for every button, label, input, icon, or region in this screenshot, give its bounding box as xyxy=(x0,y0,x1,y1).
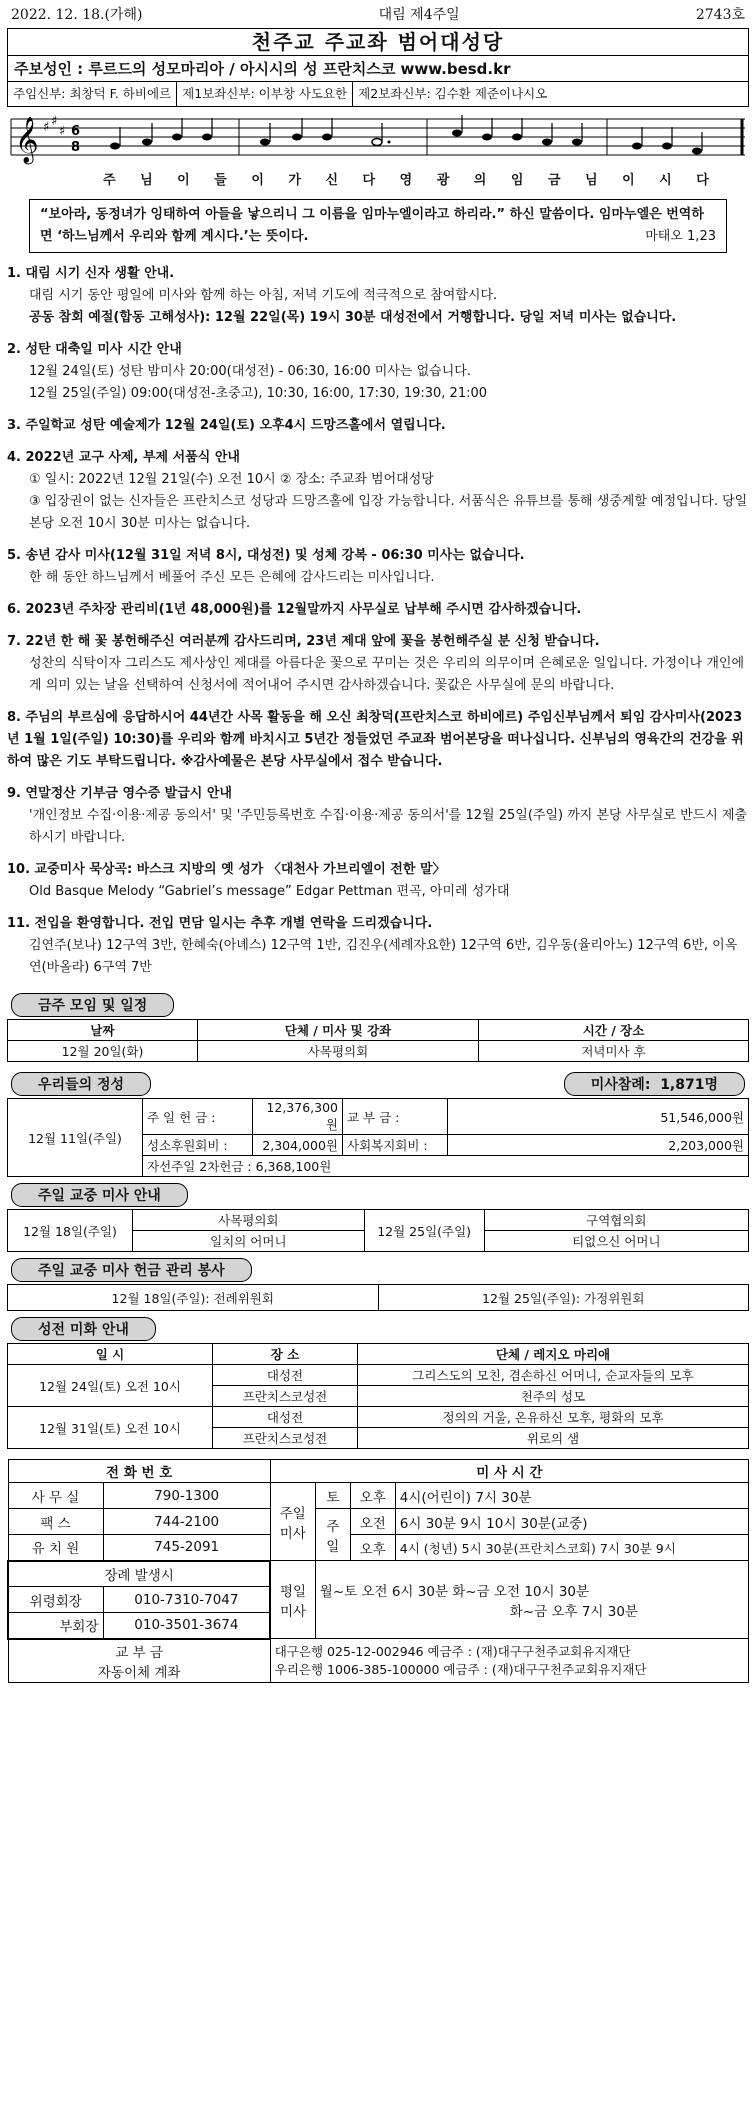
svg-text:♯: ♯ xyxy=(43,120,50,135)
attendance-badge xyxy=(564,1072,745,1096)
notice-line: 김연주(보나) 12구역 3반, 한혜숙(아녜스) 12구역 1반, 김진우(세례자요한) 12구역 6반, 김우동(율리아노) 12구역 6반, 이옥연(바올라) 6구역 7반 xyxy=(29,938,738,975)
notice-title: 5. 송년 감사 미사(12월 31일 저녁 8시, 대성전) 및 성체 강복 - 06:30 미사는 없습니다. xyxy=(7,548,525,563)
first-assistant: 제1보좌신부: 이부창 사도요한 xyxy=(177,82,353,106)
col-header: 날짜 xyxy=(8,1020,198,1041)
mass-guide-table xyxy=(7,1209,749,1252)
weekday-mass-label: 평일 미사 xyxy=(270,1561,315,1639)
notice-title: 2. 성탄 대축일 미사 시간 안내 xyxy=(7,342,182,357)
funeral-phone: 010-3501-3674 xyxy=(103,1613,270,1639)
notice-line: 12월 25일(주일) 09:00(대성전-초중고), 10:30, 16:00, 17:30, 19:30, 21:00 xyxy=(29,386,488,401)
cash-week-2: 12월 25일(주일): 가정위원회 xyxy=(378,1285,749,1311)
lyric-syllable: 이 xyxy=(177,173,190,188)
funeral-phone: 010-7310-7047 xyxy=(103,1587,270,1613)
sunday-pm-times: 4시 (청년) 5시 30분(프란치스코회) 7시 30분 9시 xyxy=(395,1535,748,1561)
music-score-icon xyxy=(7,113,749,167)
saturday-label: 토 xyxy=(315,1483,350,1509)
meeting-group: 사목평의회 xyxy=(198,1041,479,1062)
lyric-syllable: 님 xyxy=(585,173,598,188)
beauty-date: 12월 31일(토) 오전 10시 xyxy=(8,1407,213,1449)
guide-date: 12월 18일(주일) xyxy=(8,1210,133,1252)
notice-item xyxy=(7,599,749,621)
lyric-syllable: 시 xyxy=(659,173,672,188)
notice-title: 1. 대림 시기 신자 생활 안내. xyxy=(7,266,175,281)
notice-title: 10. 교중미사 묵상곡: 바스크 지방의 옛 성가 〈대천사 가브리엘이 전한 말〉 xyxy=(7,862,446,877)
lyric-syllable: 광 xyxy=(436,173,450,188)
am-label: 오전 xyxy=(350,1509,395,1535)
section-heading-meetings: 금주 모임 및 일정 xyxy=(11,993,174,1017)
scripture-quote xyxy=(29,199,727,253)
attendance-label: 미사참례: xyxy=(590,1077,651,1093)
pm-label: 오후 xyxy=(350,1483,395,1509)
notice-item xyxy=(7,913,749,979)
notice-item xyxy=(7,783,749,849)
notice-item xyxy=(7,631,749,697)
sunday-label: 주일 xyxy=(315,1509,350,1561)
lyric-syllable: 금 xyxy=(547,173,561,188)
beauty-group: 위로의 샘 xyxy=(358,1428,749,1449)
phone-number: 745-2091 xyxy=(103,1535,270,1561)
meeting-date: 12월 20일(화) xyxy=(8,1041,198,1062)
phone-label: 사 무 실 xyxy=(8,1483,103,1509)
issue-number: 2743호 xyxy=(695,7,745,23)
meeting-time: 저녁미사 후 xyxy=(479,1041,749,1062)
saturday-mass-times: 4시(어린이) 7시 30분 xyxy=(395,1483,748,1509)
svg-text:♯: ♯ xyxy=(59,124,66,139)
offering-header-row xyxy=(7,1068,749,1098)
offering-label: 사회복지회비 : xyxy=(343,1135,448,1156)
beauty-group: 정의의 거울, 온유하신 모후, 평화의 모후 xyxy=(358,1407,749,1428)
lyric-syllable: 님 xyxy=(140,173,153,188)
beauty-group: 천주의 성모 xyxy=(358,1386,749,1407)
section-heading-beauty: 성전 미화 안내 xyxy=(11,1317,156,1341)
lyric-syllable: 의 xyxy=(473,173,487,188)
weekday-mass-times xyxy=(315,1561,748,1639)
notice-item xyxy=(7,263,749,329)
mass-heading: 미 사 시 간 xyxy=(270,1460,748,1483)
section-heading-cash: 주일 교중 미사 헌금 관리 봉사 xyxy=(11,1258,252,1282)
col-header: 장 소 xyxy=(213,1344,358,1365)
phones-heading: 전 화 번 호 xyxy=(8,1460,270,1483)
beauty-date: 12월 24일(토) 오전 10시 xyxy=(8,1365,213,1407)
notice-line: ① 일시: 2022년 12월 21일(수) 오전 10시 ② 장소: 주교좌 범어대성당 xyxy=(29,472,434,487)
pm-label: 오후 xyxy=(350,1535,395,1561)
lyric-syllable: 신 xyxy=(325,173,339,188)
lyric-syllable: 영 xyxy=(399,173,413,188)
liturgical-week: 대림 제4주일 xyxy=(378,7,460,23)
notice-title: 6. 2023년 주차장 관리비(1년 48,000원)를 12월말까지 사무실로 납부해 주시면 감사하겠습니다. xyxy=(7,602,582,617)
top-line xyxy=(7,0,749,28)
bank-label-2: 자동이체 계좌 xyxy=(97,1664,181,1681)
offering-date: 12월 11일(주일) xyxy=(8,1099,143,1177)
funeral-label: 부회장 xyxy=(8,1613,103,1639)
notice-item xyxy=(7,707,749,773)
offering-label: 교 부 금 : xyxy=(343,1099,448,1135)
beauty-place: 대성전 xyxy=(213,1407,358,1428)
quote-reference: 마태오 1,23 xyxy=(645,229,716,244)
offering-label: 주 일 헌 금 : xyxy=(143,1099,253,1135)
notice-title: 11. 전입을 환영합니다. 전입 면담 일시는 추후 개별 연락을 드리겠습니다. xyxy=(7,916,433,931)
lyric-syllable: 다 xyxy=(696,173,709,188)
notice-item xyxy=(7,415,749,437)
bank-label-1: 교 부 금 xyxy=(115,1644,163,1661)
funeral-heading: 장례 발생시 xyxy=(8,1561,270,1587)
notice-title: 4. 2022년 교구 사제, 부제 서품식 안내 xyxy=(7,450,240,465)
patron-saints-line: 주보성인 : 루르드의 성모마리아 / 아시시의 성 프란치스코 www.besd.kr xyxy=(8,56,748,82)
bank-account: 우리은행 1006-385-100000 예금주 : (재)대구구천주교회유지재단 xyxy=(274,1662,647,1678)
sunday-am-times: 6시 30분 9시 10시 30분(교중) xyxy=(395,1509,748,1535)
lyric-syllable: 임 xyxy=(510,173,524,188)
parish-header xyxy=(7,28,749,107)
lyric-syllable: 이 xyxy=(251,173,264,188)
col-header: 단체 / 미사 및 강좌 xyxy=(198,1020,479,1041)
notice-line: Old Basque Melody “Gabriel’s message” Edgar Pettman 편곡, 아미레 성가대 xyxy=(29,884,510,899)
notice-line: 성찬의 식탁이자 그리스도 제사상인 제대를 아름다운 꽃으로 꾸미는 것은 우리의 의무이며 은혜로운 일입니다. 가정이나 개인에게 의미 있는 날을 선택하여 신청서에 적어내어 주시면 감사하겠습니다. 꽃값은 사무실에 문의 바랍니다. xyxy=(29,656,745,693)
phone-label: 유 치 원 xyxy=(8,1535,103,1561)
col-header: 시간 / 장소 xyxy=(479,1020,749,1041)
lyric-syllable: 주 xyxy=(103,173,116,188)
notice-item xyxy=(7,339,749,405)
parish-title: 천주교 주교좌 범어대성당 xyxy=(8,29,748,56)
guide-group: 사목평의회 xyxy=(133,1210,365,1231)
guide-date: 12월 25일(주일) xyxy=(364,1210,484,1252)
notice-title: 7. 22년 한 해 꽃 봉헌해주신 여러분께 감사드리며, 23년 제대 앞에 꽃을 봉헌해주실 분 신청 받습니다. xyxy=(7,634,600,649)
phone-number: 744-2100 xyxy=(103,1509,270,1535)
cash-week-1: 12월 18일(주일): 전례위원회 xyxy=(8,1285,379,1311)
table-row xyxy=(8,1041,749,1062)
beauty-place: 프란치스코성전 xyxy=(213,1386,358,1407)
notice-title: 9. 연말정산 기부금 영수증 발급시 안내 xyxy=(7,786,232,801)
col-header: 일 시 xyxy=(8,1344,213,1365)
meetings-table xyxy=(7,1019,749,1062)
pastor: 주임신부: 최창덕 F. 하비에르 xyxy=(8,82,177,106)
section-heading-mass-guide: 주일 교중 미사 안내 xyxy=(11,1183,188,1207)
notice-line: ③ 입장권이 없는 신자들은 프란치스코 성당과 드망즈홀에 입장 가능합니다. 서품식은 유튜브를 통해 생중계할 예정입니다. 당일 본당 오전 10시 30분 미사는 없습니다. xyxy=(29,494,748,531)
notice-line: 12월 24일(토) 성탄 밤미사 20:00(대성전) - 06:30, 16:00 미사는 없습니다. xyxy=(29,364,471,379)
bank-label xyxy=(8,1639,270,1683)
beauty-place: 프란치스코성전 xyxy=(213,1428,358,1449)
lyric-syllable: 가 xyxy=(288,173,301,188)
hymn-lyrics xyxy=(7,171,749,191)
notices-list xyxy=(7,263,749,979)
bank-account: 대구은행 025-12-002946 예금주 : (재)대구구천주교회유지재단 xyxy=(274,1644,631,1660)
charity-offering: 자선주일 2차헌금 : 6,368,100원 xyxy=(143,1156,749,1177)
offering-table xyxy=(7,1098,749,1177)
bank-accounts xyxy=(270,1639,748,1683)
notice-line: '개인정보 수집·이용·제공 동의서' 및 '주민등록번호 수집·이용·제공 동의서'를 12월 25일(주일) 까지 본당 사무실로 반드시 제출하시기 바랍니다. xyxy=(29,808,747,845)
offering-amount: 2,304,000원 xyxy=(253,1135,343,1156)
contact-and-mass-table xyxy=(7,1459,749,1683)
notice-line: 한 해 동안 하느님께서 베풀어 주신 모든 은혜에 감사드리는 미사입니다. xyxy=(29,570,435,585)
beauty-group: 그리스도의 모친, 겸손하신 어머니, 순교자들의 모후 xyxy=(358,1365,749,1386)
beauty-table xyxy=(7,1343,749,1449)
notice-line: 공동 참회 예절(합동 고해성사): 12월 22일(목) 19시 30분 대성전에서 거행합니다. 당일 저녁 미사는 없습니다. xyxy=(29,310,677,325)
phone-number: 790-1300 xyxy=(103,1483,270,1509)
lyric-syllable: 들 xyxy=(214,173,227,188)
second-assistant: 제2보좌신부: 김수환 제준이나시오 xyxy=(358,86,548,101)
beauty-place: 대성전 xyxy=(213,1365,358,1386)
offering-amount: 2,203,000원 xyxy=(448,1135,749,1156)
svg-text:6: 6 xyxy=(71,124,81,139)
col-header: 단체 / 레지오 마리애 xyxy=(358,1344,749,1365)
notice-title: 8. 주님의 부르심에 응답하시어 44년간 사목 활동을 해 오신 최창덕(프란치스코 하비에르) 주임신부님께서 퇴임 감사미사(2023년 1월 1일(주일) 10:30)를 우리와 함께 바치시고 5년간 정들었던 주교좌 범어본당을 떠나십니다. 신부님의 영육간의 건강을 위하여 많은 기도 부탁드립니다. ※감사예물은 본당 사무실에서 접수 받습니다. xyxy=(7,710,744,769)
svg-text:8: 8 xyxy=(71,140,81,155)
cash-table xyxy=(7,1284,749,1311)
priests-line xyxy=(8,82,748,106)
section-heading-offering: 우리들의 정성 xyxy=(11,1072,151,1096)
lyric-syllable: 다 xyxy=(362,173,376,188)
guide-group: 구역협의회 xyxy=(484,1210,748,1231)
notice-title: 3. 주일학교 성탄 예술제가 12월 24일(토) 오후4시 드망즈홀에서 열립니다. xyxy=(7,418,446,433)
lyric-syllable: 이 xyxy=(622,173,635,188)
offering-label: 성소후원회비 : xyxy=(143,1135,253,1156)
quote-text: “보아라, 동정녀가 잉태하여 아들을 낳으리니 그 이름을 임마누엘이라고 하리라.” 하신 말씀이다. 임마누엘은 번역하면 ‘하느님께서 우리와 함께 계시다.’는 뜻이다. xyxy=(40,207,704,244)
guide-legio: 티없으신 어머니 xyxy=(484,1231,748,1252)
offering-amount: 12,376,300원 xyxy=(253,1099,343,1135)
notice-item xyxy=(7,447,749,535)
notice-line: 대림 시기 동안 평일에 미사와 함께 하는 아침, 저녁 기도에 적극적으로 참여합시다. xyxy=(29,288,498,303)
funeral-label: 위령회장 xyxy=(8,1587,103,1613)
attendance-value: 1,871명 xyxy=(660,1077,718,1093)
svg-text:𝄞: 𝄞 xyxy=(15,117,39,163)
weekday-times-1: 월~토 오전 6시 30분 화~금 오전 10시 30분 xyxy=(319,1583,590,1600)
offering-amount: 51,546,000원 xyxy=(448,1099,749,1135)
notice-item xyxy=(7,859,749,903)
weekday-times-2: 화~금 오후 7시 30분 xyxy=(509,1603,638,1620)
issue-date: 2022. 12. 18.(가해) xyxy=(11,7,143,23)
sunday-mass-label: 주일 미사 xyxy=(270,1483,315,1561)
phone-label: 팩 스 xyxy=(8,1509,103,1535)
notice-item xyxy=(7,545,749,589)
guide-legio: 일치의 어머니 xyxy=(133,1231,365,1252)
svg-text:♯: ♯ xyxy=(51,114,58,129)
